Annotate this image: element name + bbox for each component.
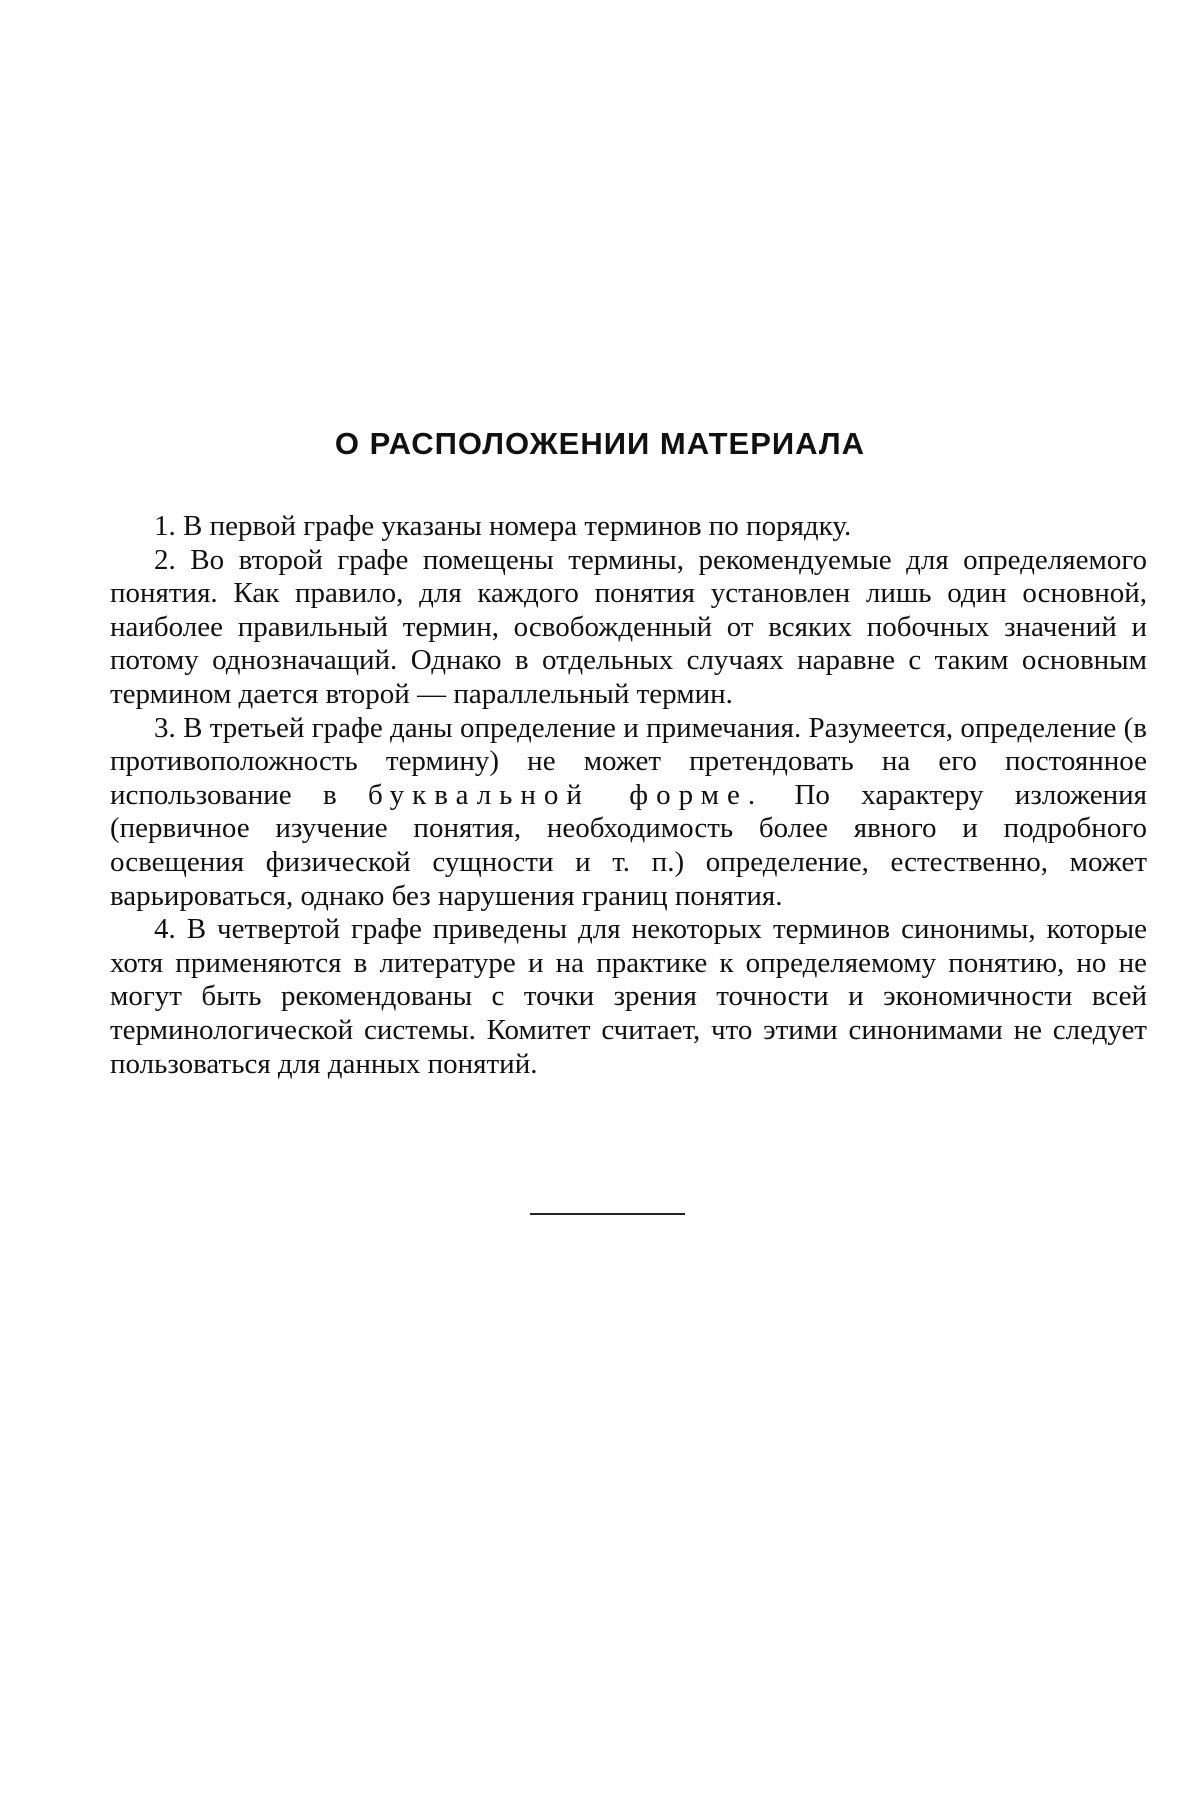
page-title: О РАСПОЛОЖЕНИИ МАТЕРИАЛА	[0, 426, 1200, 462]
paragraph-3-lead: 3. В третьей графе даны определение и примечания. Разумеется, определение (в противоположность термину) не может претендовать на его постоянное использование в	[110, 712, 1147, 811]
body-text	[110, 510, 1147, 1081]
paragraph-4: 4. В четвертой графе приведены для некоторых терминов синонимы, которые хотя применяются в литературе и на практике к определяемому понятию, но не могут быть рекомендованы с точки зрения точности и экономичности всей терминологической системы. Комитет считает, что этими синонимами не следует пользоваться для данных понятий.	[110, 913, 1147, 1081]
paragraph-2: 2. Во второй графе помещены термины, рекомендуемые для определяемого понятия. Как правило, для каждого понятия установлен лишь один основной, наиболее правильный термин, освобожденный от всяких побочных значений и потому однозначащий. Однако в отдельных случаях наравне с таким основным термином дается второй — параллельный термин.	[110, 544, 1147, 712]
paragraph-3	[110, 712, 1147, 914]
document-page	[0, 0, 1200, 1818]
paragraph-1: 1. В первой графе указаны номера терминов по порядку.	[110, 510, 1147, 544]
emphasized-phrase: буквальной форме.	[368, 779, 763, 811]
section-divider	[530, 1213, 685, 1215]
paragraph-3-tail: По характеру изложения (первичное изучение понятия, необходимость более явного и подробного освещения физической сущности и т. п.) определение, естественно, может варьироваться, однако без нарушения границ понятия.	[110, 779, 1147, 912]
